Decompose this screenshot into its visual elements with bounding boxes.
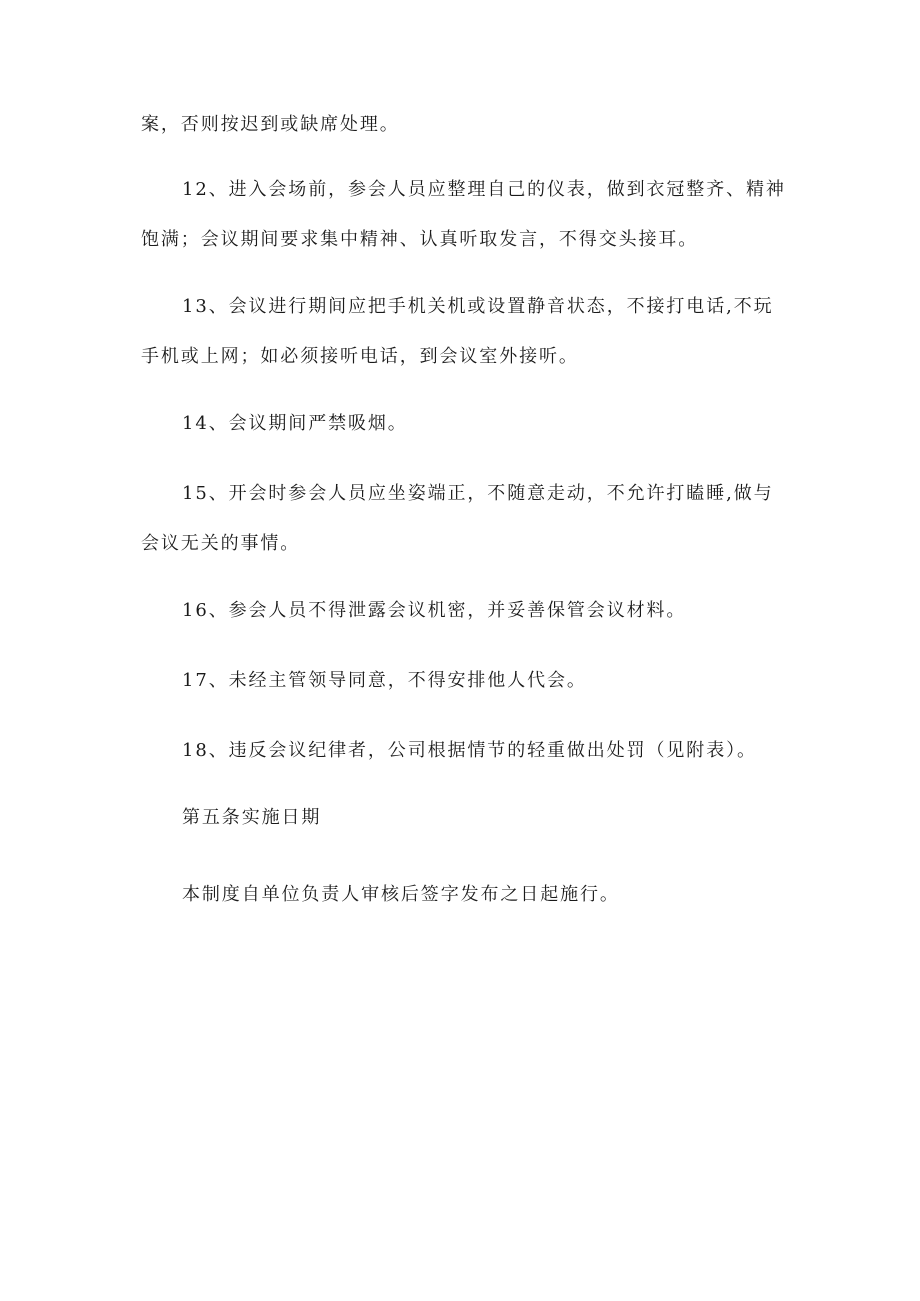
item-16: 16、参会人员不得泄露会议机密，并妥善保管会议材料。 bbox=[182, 600, 687, 621]
item-13-line-1: 13、会议进行期间应把手机关机或设置静音状态，不接打电话,不玩 bbox=[182, 296, 774, 317]
item-18: 18、违反会议纪律者，公司根据情节的轻重做出处罚（见附表）。 bbox=[182, 740, 757, 761]
item-14: 14、会议期间严禁吸烟。 bbox=[182, 413, 408, 434]
item-13-line-2: 手机或上网；如必须接听电话，到会议室外接听。 bbox=[141, 346, 579, 367]
effective-date-statement: 本制度自单位负责人审核后签字发布之日起施行。 bbox=[182, 884, 620, 905]
item-12-line-1: 12、进入会场前，参会人员应整理自己的仪表，做到衣冠整齐、精神 bbox=[182, 179, 786, 200]
paragraph-continuation: 案，否则按迟到或缺席处理。 bbox=[141, 114, 400, 135]
item-12-line-2: 饱满；会议期间要求集中精神、认真听取发言，不得交头接耳。 bbox=[141, 229, 699, 250]
item-15-line-2: 会议无关的事情。 bbox=[141, 533, 301, 554]
item-15-line-1: 15、开会时参会人员应坐姿端正，不随意走动，不允许打瞌睡,做与 bbox=[182, 483, 774, 504]
item-17: 17、未经主管领导同意，不得安排他人代会。 bbox=[182, 670, 587, 691]
section-heading-article-5: 第五条实施日期 bbox=[182, 807, 322, 828]
